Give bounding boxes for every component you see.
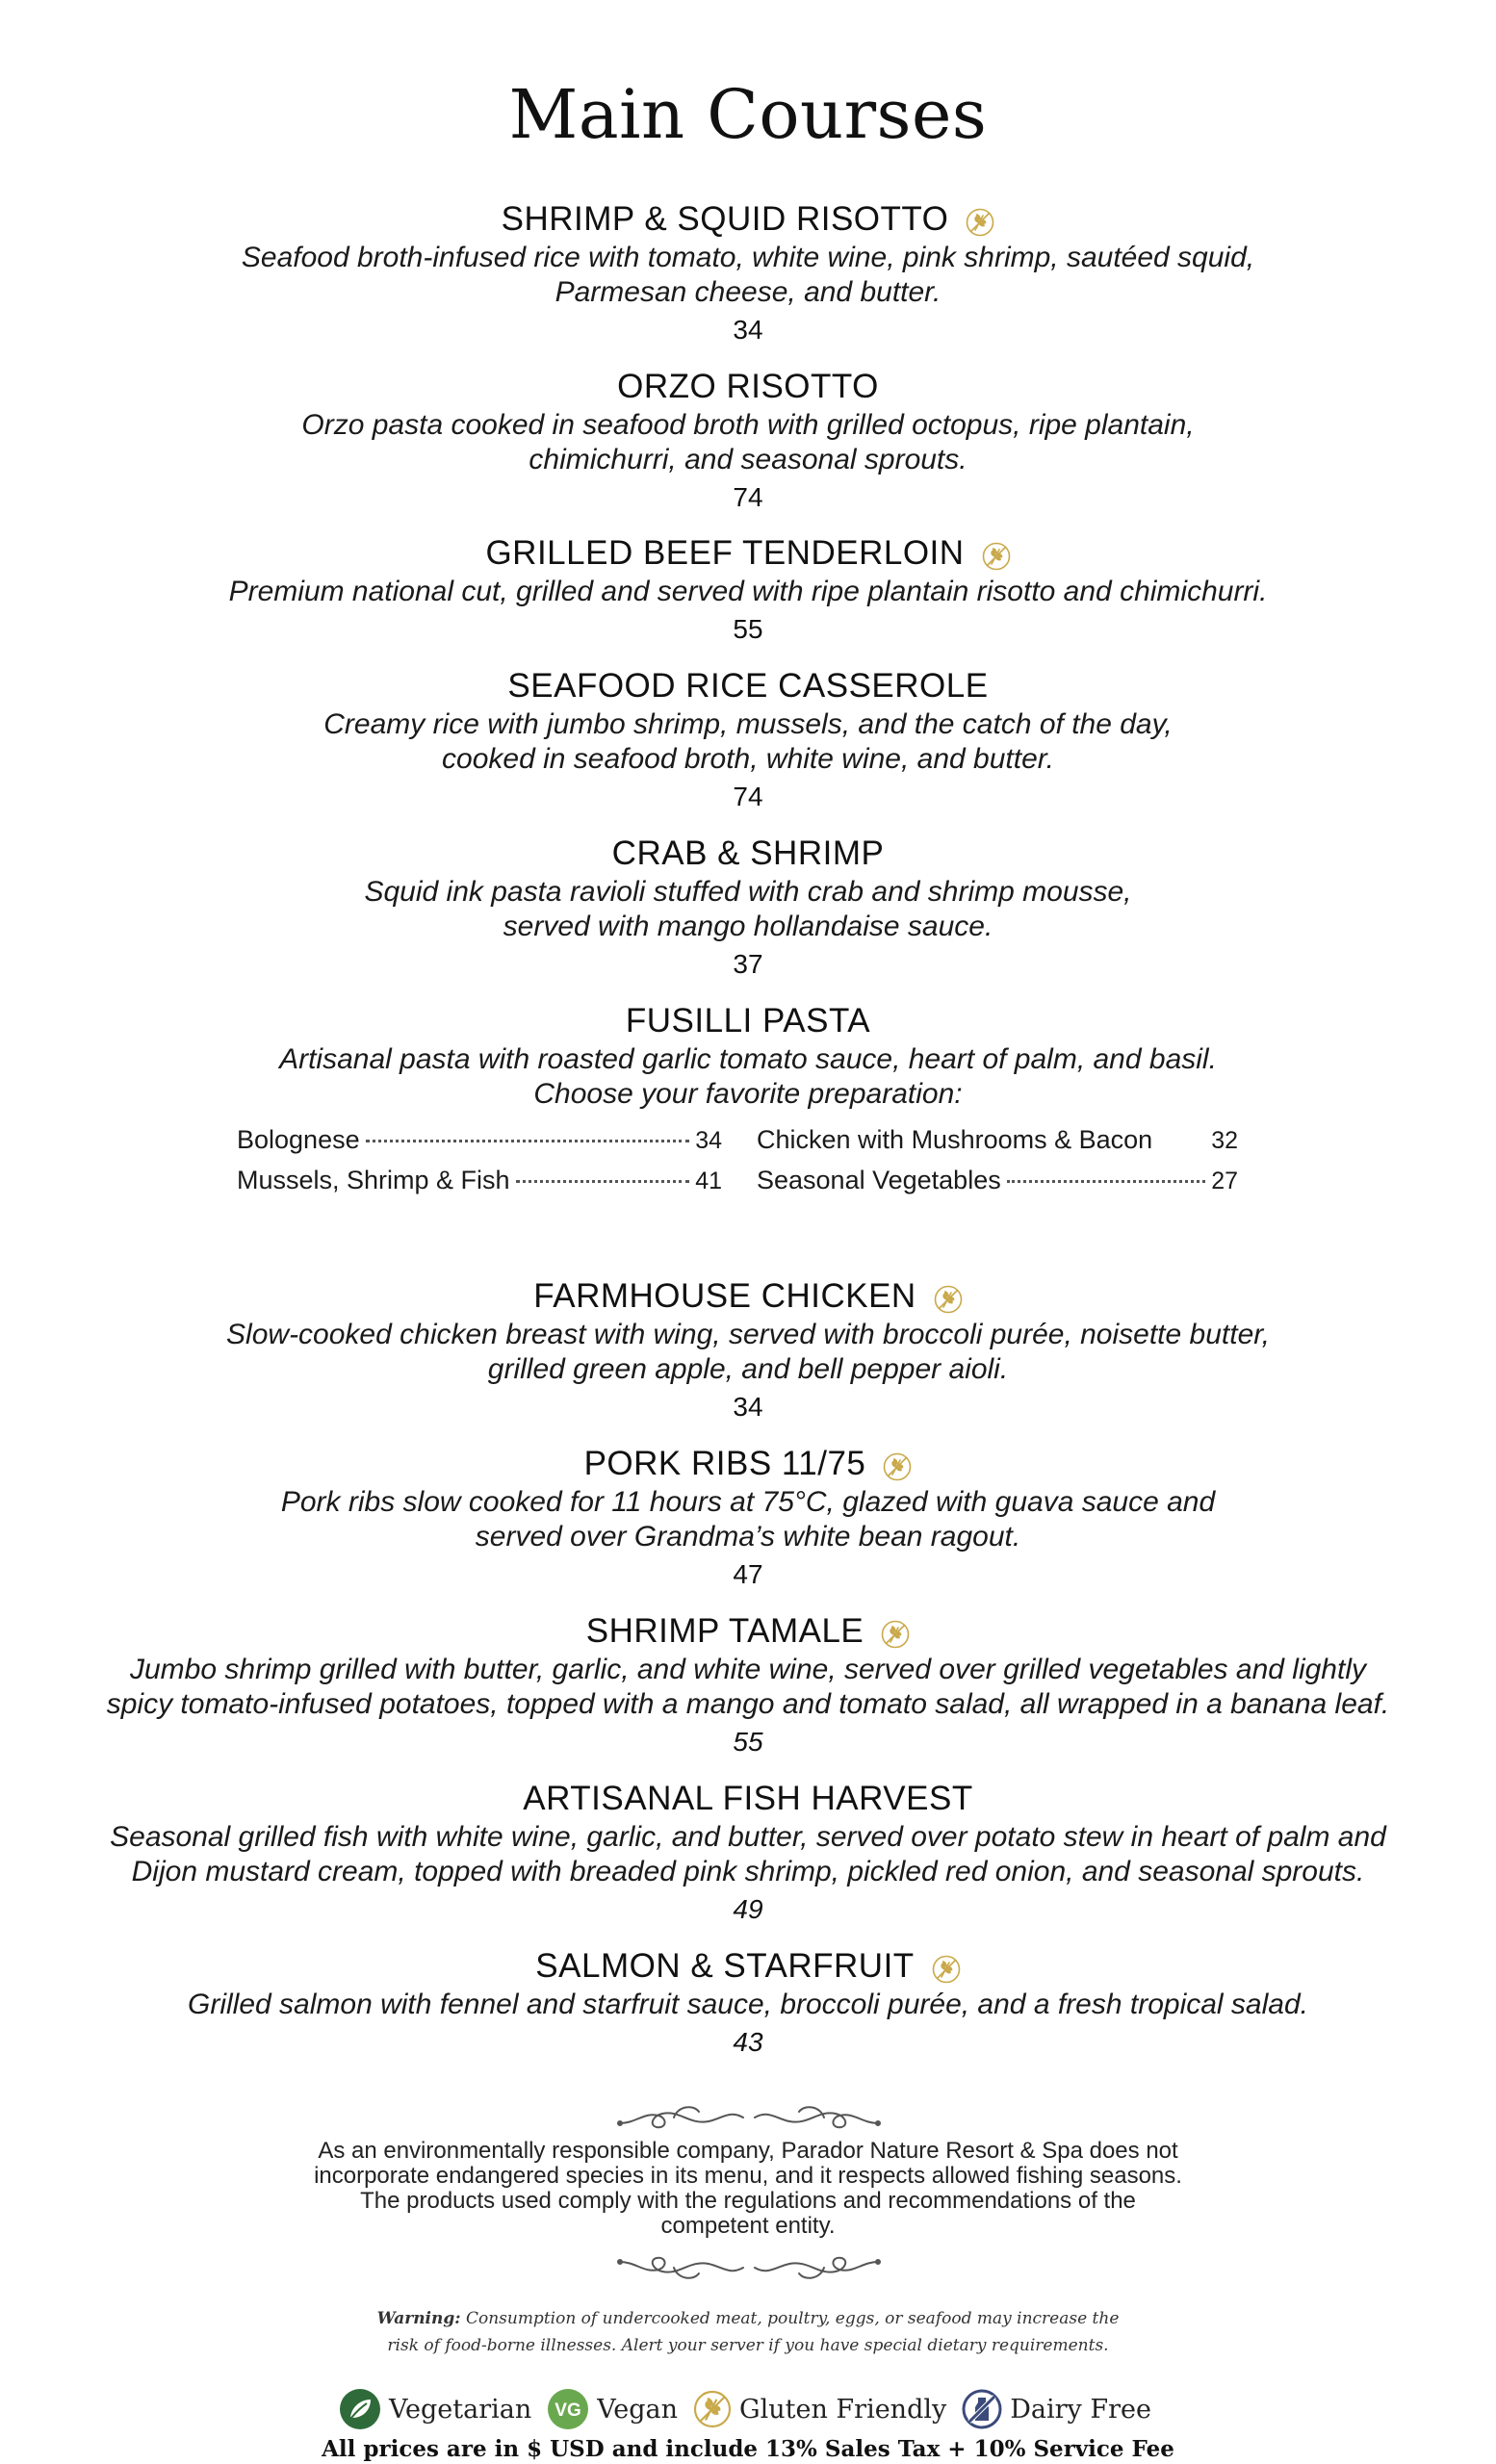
fusilli-option — [757, 1120, 1238, 1159]
fusilli-option — [237, 1120, 722, 1159]
gluten-friendly-icon — [881, 1617, 910, 1646]
dish-price: 55 — [733, 1727, 763, 1757]
dish-description: Parmesan cheese, and butter. — [555, 276, 941, 308]
dish-description: chimichurri, and seasonal sprouts. — [529, 444, 967, 475]
option-label: Mussels, Shrimp & Fish — [237, 1166, 510, 1194]
legend-label: Gluten Friendly — [739, 2394, 947, 2425]
legend-label: Vegan — [597, 2394, 679, 2425]
dish-description: spicy tomato-infused potatoes, topped with a mango and tomato salad, all wrapped in a banana leaf. — [106, 1688, 1390, 1720]
gluten-friendly-icon — [883, 1450, 912, 1478]
dot-leader — [1007, 1180, 1205, 1183]
dot-leader — [516, 1180, 690, 1183]
warning-label: Warning: — [376, 2309, 461, 2328]
dish-description: grilled green apple, and bell pepper aioli. — [487, 1353, 1009, 1385]
scroll-ornament-icon — [616, 2245, 882, 2287]
dish-description: served over Grandma’s white bean ragout. — [475, 1521, 1021, 1553]
dish-fusilli-pasta — [0, 1000, 1496, 1112]
warning-note — [0, 2305, 1496, 2359]
dish-shrimp-squid-risotto — [0, 198, 1496, 348]
dish-name: CRAB & SHRIMP — [611, 834, 885, 872]
dish-name: ARTISANAL FISH HARVEST — [523, 1780, 973, 1817]
legend-vegetarian — [339, 2388, 531, 2430]
option-price: 27 — [1211, 1168, 1238, 1194]
dish-name: SEAFOOD RICE CASSEROLE — [507, 667, 989, 705]
warning-text: risk of food-borne illnesses. Alert your server if you have special dietary requirements. — [387, 2336, 1109, 2355]
dish-price: 74 — [733, 782, 763, 811]
dish-name: SHRIMP & SQUID RISOTTO — [501, 200, 949, 238]
fusilli-option — [757, 1161, 1238, 1199]
dish-description: cooked in seafood broth, white wine, and butter. — [442, 743, 1054, 775]
vegan-badge-text: VG — [555, 2400, 581, 2421]
legend-dairy-free — [962, 2389, 1151, 2429]
dish-price: 47 — [733, 1559, 763, 1589]
dish-description: Pork ribs slow cooked for 11 hours at 75°C, glazed with guava sauce and — [280, 1486, 1216, 1518]
dish-pork-ribs — [0, 1443, 1496, 1593]
gluten-friendly-icon — [966, 205, 994, 234]
dish-description: Dijon mustard cream, topped with breaded pink shrimp, pickled red onion, and seasonal sprouts. — [131, 1856, 1365, 1887]
dish-farmhouse-chicken — [0, 1275, 1496, 1425]
vegan-badge-icon — [547, 2388, 589, 2430]
option-label: Chicken with Mushrooms & Bacon — [757, 1125, 1153, 1154]
dish-description: Premium national cut, grilled and served with ripe plantain risotto and chimichurri. — [228, 576, 1268, 607]
gluten-friendly-icon — [932, 1952, 961, 1981]
option-price: 32 — [1211, 1127, 1238, 1154]
dish-price: 37 — [733, 949, 763, 979]
option-price: 41 — [695, 1168, 722, 1194]
dish-description: Seafood broth-infused rice with tomato, white wine, pink shrimp, sautéed squid, — [241, 242, 1255, 273]
dish-price: 74 — [733, 482, 763, 512]
dish-description: Grilled salmon with fennel and starfruit sauce, broccoli purée, and a fresh tropical salad. — [188, 1989, 1308, 2020]
dish-description: Orzo pasta cooked in seafood broth with grilled octopus, ripe plantain, — [301, 409, 1195, 441]
eco-note — [0, 2139, 1496, 2239]
dish-seafood-rice-casserole — [0, 665, 1496, 815]
option-label: Seasonal Vegetables — [757, 1166, 1001, 1194]
dish-name: GRILLED BEEF TENDERLOIN — [485, 534, 965, 572]
legend-label: Dairy Free — [1010, 2394, 1151, 2425]
dish-description: Artisanal pasta with roasted garlic tomato sauce, heart of palm, and basil. — [279, 1043, 1217, 1075]
wheat-icon — [693, 2390, 732, 2428]
legend-label: Vegetarian — [389, 2394, 532, 2425]
dish-orzo-risotto — [0, 366, 1496, 516]
scroll-ornament-icon — [616, 2098, 882, 2141]
dish-price: 49 — [733, 1894, 763, 1924]
dish-grilled-beef-tenderloin — [0, 532, 1496, 648]
dish-name: ORZO RISOTTO — [617, 368, 879, 405]
gluten-friendly-icon — [934, 1282, 963, 1311]
dot-leader — [366, 1140, 690, 1142]
eco-note-line: competent entity. — [660, 2213, 836, 2239]
dish-artisanal-fish-harvest — [0, 1778, 1496, 1928]
option-label: Bolognese — [237, 1125, 360, 1154]
leaf-icon — [339, 2388, 381, 2430]
dish-price: 55 — [733, 614, 763, 644]
dish-description: Squid ink pasta ravioli stuffed with crab and shrimp mousse, — [364, 876, 1132, 908]
dish-name: SHRIMP TAMALE — [585, 1612, 864, 1650]
fusilli-option — [237, 1161, 722, 1199]
eco-note-line: As an environmentally responsible company, Parador Nature Resort & Spa does not — [318, 2138, 1178, 2164]
dish-name: PORK RIBS 11/75 — [583, 1445, 866, 1482]
dish-description: served with mango hollandaise sauce. — [503, 911, 993, 942]
crossed-bottle-icon — [962, 2389, 1002, 2429]
dish-description: Choose your favorite preparation: — [533, 1078, 963, 1110]
dish-salmon-starfruit — [0, 1945, 1496, 2061]
eco-note-line: incorporate endangered species in its menu, and it respects allowed fishing seasons. — [314, 2163, 1182, 2189]
eco-note-line: The products used comply with the regulations and recommendations of the — [360, 2188, 1136, 2214]
gluten-friendly-icon — [982, 539, 1011, 568]
dish-price: 34 — [733, 1392, 763, 1422]
dish-shrimp-tamale — [0, 1610, 1496, 1760]
dish-name: FUSILLI PASTA — [625, 1002, 871, 1040]
dish-description: Seasonal grilled fish with white wine, garlic, and butter, served over potato stew in heart of palm and — [110, 1821, 1386, 1853]
option-price: 34 — [695, 1127, 722, 1154]
dish-description: Slow-cooked chicken breast with wing, served with broccoli purée, noisette butter, — [226, 1319, 1270, 1350]
price-footer: All prices are in $ USD and include 13% Sales Tax + 10% Service Fee — [322, 2436, 1174, 2462]
dish-price: 34 — [733, 315, 763, 345]
page-title: Main Courses — [508, 75, 988, 154]
dish-name: FARMHOUSE CHICKEN — [533, 1277, 916, 1315]
dish-name: SALMON & STARFRUIT — [535, 1947, 915, 1985]
dish-description: Creamy rice with jumbo shrimp, mussels, and the catch of the day, — [323, 708, 1173, 740]
legend-gluten-friendly — [693, 2390, 946, 2428]
dish-description: Jumbo shrimp grilled with butter, garlic, and white wine, served over grilled vegetables and lightly — [130, 1654, 1366, 1685]
dish-price: 43 — [733, 2027, 763, 2057]
dish-crab-shrimp — [0, 833, 1496, 983]
legend-vegan — [547, 2388, 678, 2430]
dietary-legend — [0, 2387, 1496, 2431]
warning-text: Consumption of undercooked meat, poultry, eggs, or seafood may increase the — [460, 2309, 1120, 2328]
